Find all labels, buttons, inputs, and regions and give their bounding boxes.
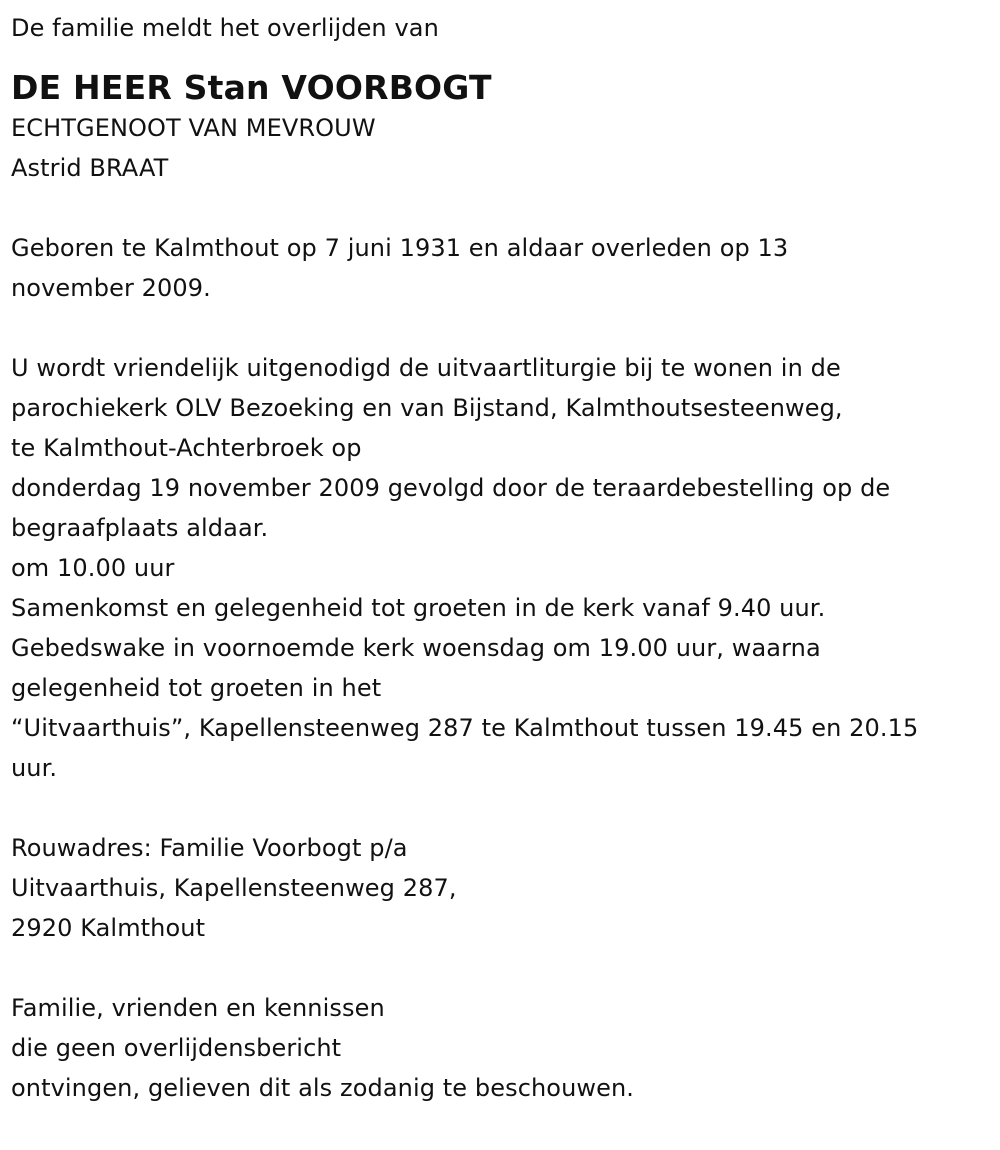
paragraph-line: begraafplaats aldaar. — [11, 514, 269, 542]
paragraph-line: uur. — [11, 754, 58, 782]
spacer — [11, 308, 991, 348]
spacer — [11, 788, 991, 828]
deceased-name: DE HEER Stan VOORBOGT — [11, 68, 492, 107]
obituary-notice — [11, 8, 991, 1108]
address-line: Uitvaarthuis, Kapellensteenweg 287, — [11, 874, 457, 902]
paragraph-line: Gebedswake in voornoemde kerk woensdag om 19.00 uur, waarna — [11, 634, 821, 662]
closing-paragraph — [11, 988, 991, 1108]
birth-death-paragraph — [11, 228, 991, 308]
intro-text: De familie meldt het overlijden van — [11, 14, 439, 42]
spacer — [11, 948, 991, 988]
mourning-address — [11, 828, 991, 948]
spouse-line: ECHTGENOOT VAN MEVROUW — [11, 114, 376, 142]
paragraph-line: te Kalmthout-Achterbroek op — [11, 434, 362, 462]
paragraph-line: ontvingen, gelieven dit als zodanig te beschouwen. — [11, 1074, 635, 1102]
spouse-name: Astrid BRAAT — [11, 154, 169, 182]
paragraph-line: gelegenheid tot groeten in het — [11, 674, 382, 702]
spacer — [11, 188, 991, 228]
paragraph-line: donderdag 19 november 2009 gevolgd door de teraardebestelling op de — [11, 474, 891, 502]
paragraph-line: Familie, vrienden en kennissen — [11, 994, 385, 1022]
paragraph-line: om 10.00 uur — [11, 554, 175, 582]
paragraph-line: die geen overlijdensbericht — [11, 1034, 342, 1062]
paragraph-line: november 2009. — [11, 274, 211, 302]
paragraph-line: U wordt vriendelijk uitgenodigd de uitvaartliturgie bij te wonen in de — [11, 354, 841, 382]
paragraph-line: “Uitvaarthuis”, Kapellensteenweg 287 te Kalmthout tussen 19.45 en 20.15 — [11, 714, 919, 742]
paragraph-line: parochiekerk OLV Bezoeking en van Bijstand, Kalmthoutsesteenweg, — [11, 394, 843, 422]
address-line: Rouwadres: Familie Voorbogt p/a — [11, 834, 408, 862]
paragraph-line: Samenkomst en gelegenheid tot groeten in de kerk vanaf 9.40 uur. — [11, 594, 826, 622]
ceremony-paragraph — [11, 348, 991, 788]
address-line: 2920 Kalmthout — [11, 914, 206, 942]
paragraph-line: Geboren te Kalmthout op 7 juni 1931 en aldaar overleden op 13 — [11, 234, 789, 262]
